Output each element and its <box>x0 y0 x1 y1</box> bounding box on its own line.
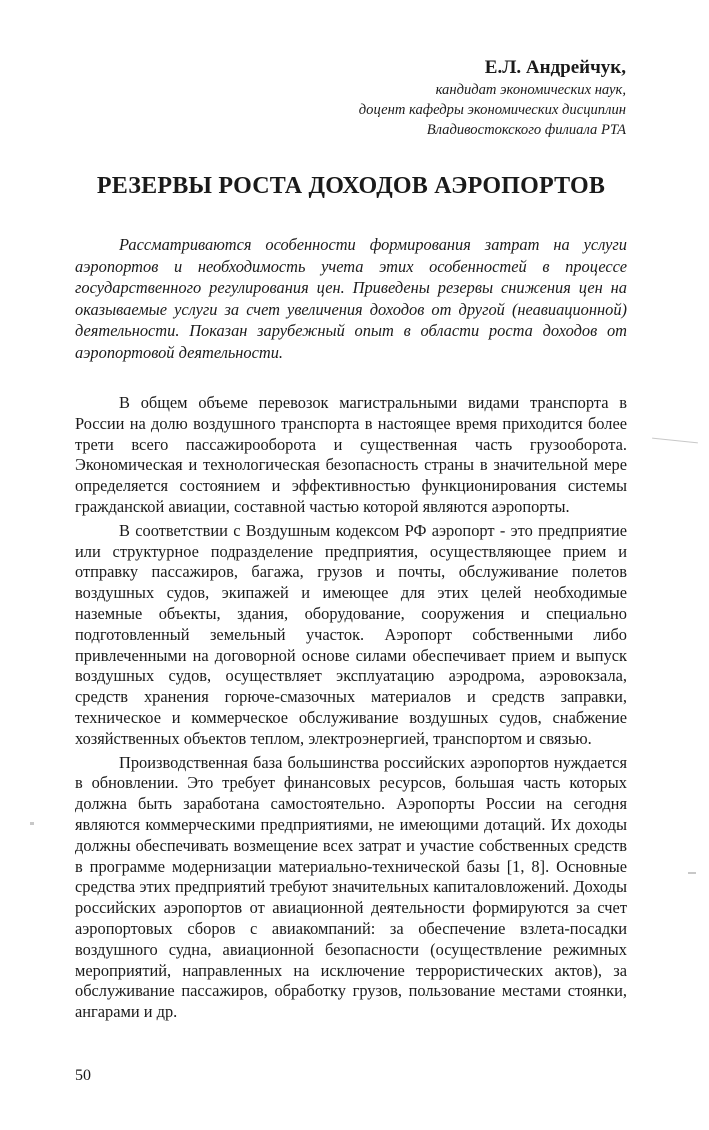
article-abstract: Рассматриваются особенности формирования затрат на услуги аэропортов и необходимость учета этих особенностей в процессе государственного регулирования цен. Приведены резервы снижения цен на оказываемые услуги за счет увеличения доходов от другой (неавиационной) деятельности. Показан зарубежный опыт в области роста доходов от аэропортовой деятельности. <box>75 235 627 362</box>
article-title: РЕЗЕРВЫ РОСТА ДОХОДОВ АЭРОПОРТОВ <box>96 173 606 199</box>
author-degree: кандидат экономических наук, <box>435 82 626 98</box>
body-paragraph-1: В общем объеме перевозок магистральными видами транспорта в России на долю воздушного транспорта в настоящее время приходится более трети всего пассажирооборота и существенная часть грузооборота. Экономическая и технологическая безопасность страны в значительной мере определяется состоянием и эффективностью функционирования системы гражданской авиации, составной частью которой являются аэропорты. <box>75 393 627 516</box>
page-number: 50 <box>75 1067 91 1084</box>
scan-artifact-mark <box>652 438 698 444</box>
body-paragraph-3: Производственная база большинства российских аэропортов нуждается в обновлении. Это требует финансовых ресурсов, большая часть которых должна быть заработана самостоятельно. Аэропорты России на сегодня являются коммерческими предприятиями, не имеющими дотаций. Их доходы должны обеспечивать возмещение всех затрат и участие собственных средств в программе модернизации материально-технической базы [1, 8]. Основные средства этих предприятий требуют значительных капиталовложений. Доходы российских аэропортов от авиационной деятельности формируются за счет аэропортовых сборов с авиакомпаний: за обеспечение взлета-посадки воздушного судна, авиационной безопасности (осуществление режимных мероприятий, направленных на исключение террористических актов), за обслуживание пассажиров, обработку грузов, пользование местами стоянки, ангарами и др. <box>75 752 627 1022</box>
scan-artifact-mark <box>30 822 34 825</box>
author-position: доцент кафедры экономических дисциплин <box>358 102 626 118</box>
body-paragraph-2: В соответствии с Воздушным кодексом РФ аэропорт - это предприятие или структурное подразделение предприятия, осуществляющее прием и отправку пассажиров, багажа, грузов и почты, обслуживание полетов воздушных судов, экипажей и имеющее для этих целей необходимые наземные объекты, здания, оборудование, сооружения и специально подготовленный земельный участок. Аэропорт собственными либо привлеченными на договорной основе силами обеспечивает прием и выпуск воздушных судов, осуществляет эксплуатацию аэродрома, аэровокзала, средств хранения горюче-смазочных материалов и средств заправки, техническое и коммерческое обслуживание воздушных судов, снабжение хозяйственных объектов теплом, электроэнергией, транспортом и связью. <box>75 520 627 748</box>
author-affiliation: Владивостокского филиала РТА <box>426 122 626 138</box>
author-name: Е.Л. Андрейчук, <box>484 57 626 78</box>
scan-artifact-mark <box>688 872 696 874</box>
article-body <box>75 393 627 1026</box>
author-block <box>206 56 626 140</box>
